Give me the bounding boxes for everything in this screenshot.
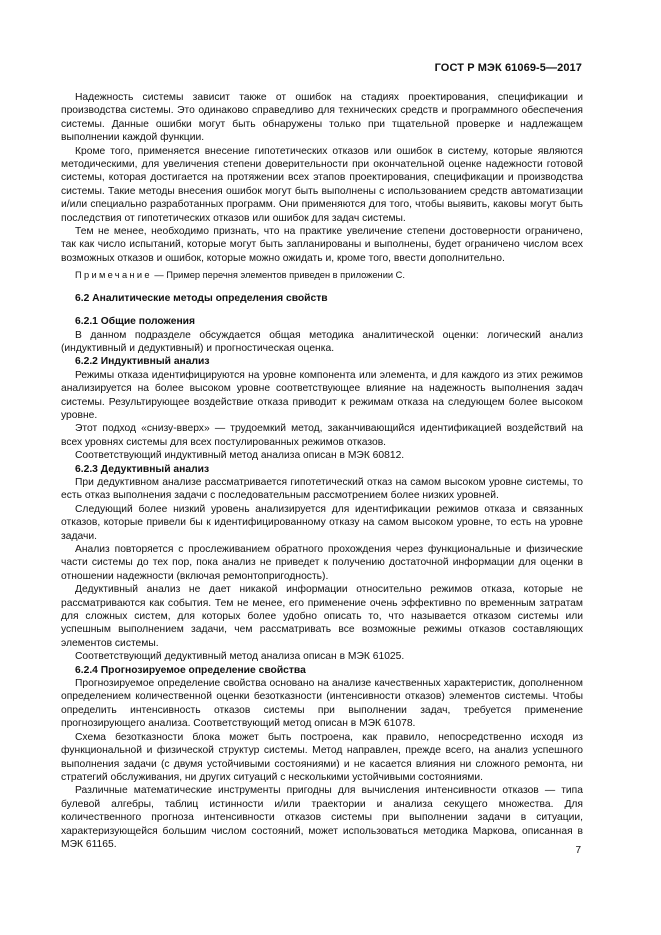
- subsection-heading: 6.2.4 Прогнозируемое определение свойства: [75, 664, 306, 676]
- note-label: Примечание: [75, 270, 152, 281]
- paragraph: Следующий более низкий уровень анализируется для идентификации режимов отказа и связанных отказов, которые привели бы к идентифицированному отказу на самом высоком уровне, то есть на уровне задачи.: [61, 503, 583, 542]
- paragraph: Соответствующий дедуктивный метод анализа описан в МЭК 61025.: [75, 651, 405, 663]
- paragraph: Прогнозируемое определение свойства основано на анализе качественных характеристик, дополненном определением количественной оценки безотказности (интенсивности отказов) элементов системы. Чтобы определить интенсивность отказов системы при выполнении задач, требуется применение прогнозирующего анализа. Соответствующий метод описан в МЭК 61078.: [61, 678, 583, 730]
- paragraph: Кроме того, применяется внесение гипотетических отказов или ошибок в систему, которые являются методическими, для увеличения степени доверительности при окончательной оценке надежности готовой системы, которая достигается на протяжении всех этапов проектирования, спецификации и производства системы. Такие методы внесения ошибок могут быть выполнены с использованием средств автоматизации и/или специально разработанных программ. Они применяются для того, чтобы выявить, каковы могут быть последствия от гипотетических отказов или ошибок для задач системы.: [61, 145, 583, 224]
- paragraph: Дедуктивный анализ не дает никакой информации относительно режимов отказа, которые не рассматриваются как события. Тем не менее, его применение очень эффективно по временным затратам для сложных систем, для которых более удобно описать то, что называется отказом системы или успешным выполнением задачи, чем рассматривать все возможные режимы отказов составляющих элементов системы.: [61, 584, 583, 649]
- page-number: 7: [575, 845, 581, 856]
- subsection-heading: 6.2.3 Дедуктивный анализ: [75, 463, 210, 475]
- subsection-heading: 6.2.2 Индуктивный анализ: [75, 356, 210, 368]
- paragraph: В данном подразделе обсуждается общая методика аналитической оценки: логический анализ (индуктивный и дедуктивный) и прогностическая оценка.: [61, 329, 583, 354]
- subsection-heading: 6.2.1 Общие положения: [75, 316, 195, 328]
- paragraph: При дедуктивном анализе рассматривается гипотетический отказ на самом высоком уровне системы, то есть отказ выполнения задачи с последовательным рассмотрением более низких уровней.: [61, 476, 583, 502]
- paragraph: Схема безотказности блока может быть построена, как правило, непосредственно исходя из функциональной и физической структур системы. Метод направлен, прежде всего, на анализ успешного выполнения задачи (с двумя устойчивыми состояниями) и не касается влияния ни сложного ремонта, ни стратегий обслуживания, ни других ситуаций с несколькими устойчивыми состояниями.: [61, 731, 583, 783]
- paragraph: Надежность системы зависит также от ошибок на стадиях проектирования, спецификации и производства системы. Это одинаково справедливо для технических средств и программного обеспечения системы. Данные ошибки могут быть обнаружены только при тщательной проверке и надлежащем выполнении каждой функции.: [61, 92, 583, 144]
- note: [61, 269, 583, 282]
- section-heading: 6.2 Аналитические методы определения свойств: [75, 292, 328, 304]
- paragraph: Различные математические инструменты пригодны для вычисления интенсивности отказов — типа булевой алгебры, таблиц истинности и/или траектории и анализа секущего множества. Для количественного прогноза интенсивности отказов системы при выполнении задачи в ситуации, характеризующейся большим числом состояний, может использоваться методика Маркова, описанная в МЭК 61165.: [61, 785, 583, 850]
- paragraph: Этот подход «снизу-вверх» — трудоемкий метод, заканчивающийся идентификацией воздействий на всех уровнях системы для всех постулированных режимов отказов.: [61, 423, 583, 448]
- document-header: ГОСТ Р МЭК 61069-5—2017: [434, 62, 582, 74]
- note-text: — Пример перечня элементов приведен в приложении С.: [151, 270, 405, 281]
- paragraph: Анализ повторяется с прослеживанием обратного прохождения через функциональные и физические части системы до тех пор, пока анализ не приведет к получению достаточной информации для оценки в отношении надежности (включая ремонтопригодность).: [61, 544, 583, 582]
- paragraph: Тем не менее, необходимо признать, что на практике увеличение степени достоверности ограничено, так как число испытаний, которые могут быть запланированы и выполнены, будет ограничено числом всех возможных отказов и ошибок, которые можно ожидать и, кроме того, ввести дополнительно.: [61, 226, 583, 264]
- page-content: [61, 91, 583, 851]
- paragraph: Соответствующий индуктивный метод анализа описан в МЭК 60812.: [75, 450, 405, 462]
- paragraph: Режимы отказа идентифицируются на уровне компонента или элемента, и для каждого из этих режимов анализируется на более высоком уровне соответствующее влияние на надежность выполнения задач системы. Результирующее воздействие отказа приводит к режимам отказа на следующем более высоком уровне.: [61, 369, 583, 421]
